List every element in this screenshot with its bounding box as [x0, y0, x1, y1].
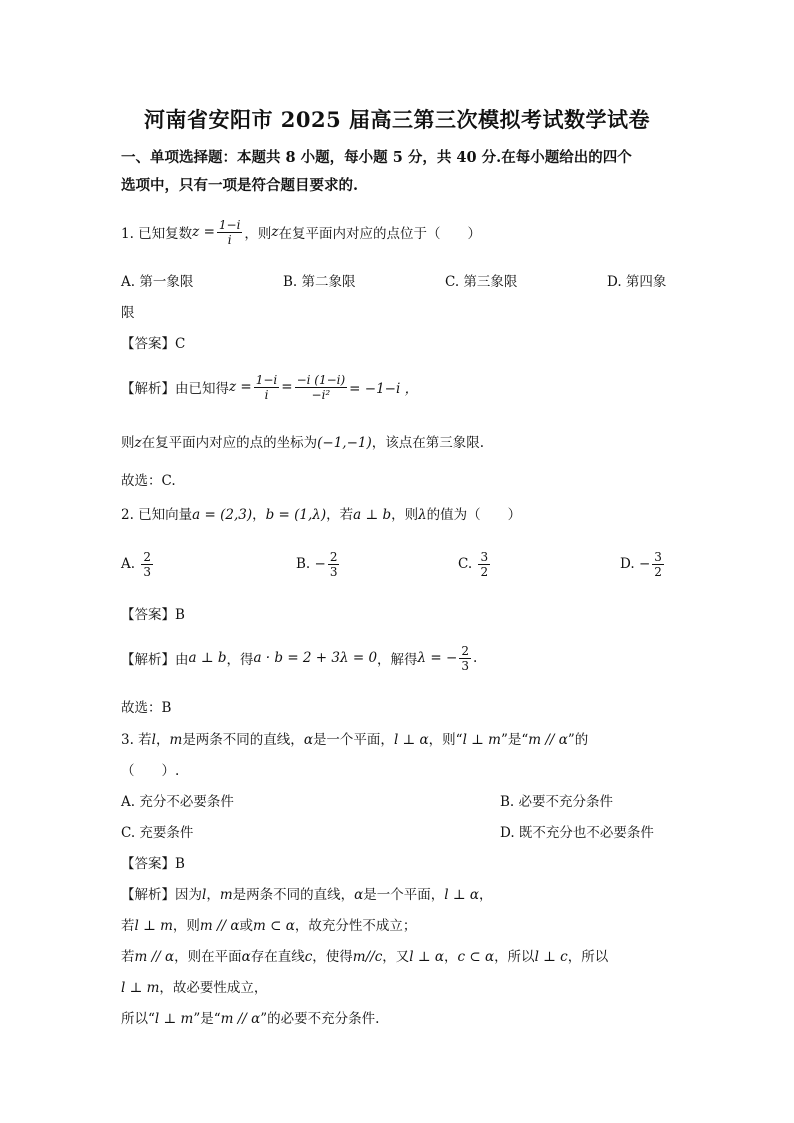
- q3-stem-c: 是一个平面，: [312, 732, 394, 748]
- q1-option-d-wrap: 限: [121, 305, 135, 321]
- q1-option-a: A. 第一象限: [121, 274, 194, 290]
- q3-an5-m-par-alpha: m // α: [220, 1011, 261, 1027]
- q1-analysis-frac2-den: −i²: [311, 387, 331, 402]
- q2-analysis-dot: a · b = 2 + 3λ = 0: [253, 650, 378, 666]
- q1-option-d: D. 第四象: [607, 274, 667, 290]
- q2-analysis-end: .: [472, 650, 478, 666]
- q3-an5-b: ”是“: [193, 1011, 221, 1027]
- q3-alpha: α: [303, 732, 313, 748]
- q3-an1-b: 是两条不同的直线，: [232, 887, 355, 903]
- q3-option-c: C. 充要条件: [121, 825, 194, 841]
- q2-option-d-label: D.: [620, 556, 635, 572]
- q1-analysis-frac2-num: −i (1−i): [296, 372, 346, 387]
- q2-stem: [121, 503, 521, 523]
- q3-an2-m-par-alpha: m // α: [199, 918, 240, 934]
- q1-frac-num: 1−i: [218, 217, 241, 232]
- q3-analysis-line3: [121, 945, 608, 965]
- q3-an5-l-perp-m: l ⊥ m: [154, 1011, 194, 1027]
- q2-option-d-den: 2: [654, 564, 662, 579]
- q3-an3-c-var: c: [304, 949, 313, 965]
- q1-frac-den: i: [227, 232, 232, 247]
- q3-answer: 【答案】B: [121, 856, 185, 872]
- q3-an3-b: ，则在平面: [174, 949, 242, 965]
- q3-an2-c: 或: [239, 918, 254, 934]
- q3-an3-m-par-alpha: m // α: [134, 949, 175, 965]
- q3-an2-a: 若: [121, 918, 135, 934]
- q1-stem-b: ，则: [244, 226, 272, 242]
- q3-l-perp-m: l ⊥ m: [462, 732, 501, 748]
- q3-an3-l-perp-alpha: l ⊥ α: [409, 949, 444, 965]
- q1-line2-a: 则: [121, 435, 135, 451]
- q2-option-a-num: 2: [143, 549, 151, 564]
- q1-z: z: [271, 224, 279, 240]
- q3-an3-g: ，所以: [494, 949, 535, 965]
- q1-answer: 【答案】C: [121, 336, 186, 352]
- q3-analysis-line1: [121, 883, 492, 903]
- q2-option-b-num: 2: [329, 549, 338, 564]
- q2-option-a-den: 3: [143, 564, 151, 579]
- q2-option-c-num: 3: [480, 549, 489, 564]
- q2-analysis-num: 2: [461, 643, 469, 658]
- q3-an3-h: ，所以: [567, 949, 609, 965]
- q3-m: m: [169, 732, 183, 748]
- q1-option-c: C. 第三象限: [445, 274, 518, 290]
- q1-analysis-eq: =: [281, 379, 293, 395]
- q3-an5-a: 所以“: [121, 1011, 155, 1027]
- q3-an3-e: ，又: [382, 949, 410, 965]
- q3-an2-b: ，则: [172, 918, 200, 934]
- q3-an1-end: ，: [478, 887, 493, 903]
- q2-choose: 故选：B: [121, 700, 172, 716]
- q3-an2-l-perp-m: l ⊥ m: [134, 918, 173, 934]
- q3-an4-b: ，故必要性成立，: [159, 980, 268, 996]
- q2-analysis-a: 【解析】由: [121, 652, 189, 668]
- q1-line2-point: (−1,−1): [317, 435, 372, 451]
- q2-option-c: [458, 544, 492, 584]
- q3-analysis-line2: [121, 914, 416, 934]
- q3-an3-c-sub-alpha: c ⊂ α: [457, 949, 495, 965]
- q2-option-d: [620, 544, 666, 584]
- q2-analysis-c: ，解得: [377, 652, 418, 668]
- q1-analysis-label: 【解析】由已知得: [121, 381, 229, 397]
- q3-m-par-alpha: m // α: [528, 732, 568, 748]
- q3-option-d: D. 既不充分也不必要条件: [500, 825, 654, 841]
- page-title: 河南省安阳市 2025 届高三第三次模拟考试数学试卷: [143, 107, 651, 132]
- q3-an5-c: ”的必要不充分条件.: [260, 1011, 380, 1027]
- q2-sep: ，: [252, 507, 266, 523]
- q3-stem-a: 3. 若: [121, 732, 152, 748]
- q3-l-perp-alpha: l ⊥ α: [393, 732, 429, 748]
- q1-stem-c: 在复平面内对应的点位于（ ）: [278, 226, 482, 242]
- q3-an4-l-perp-m: l ⊥ m: [121, 980, 160, 996]
- q3-an1-m: m: [219, 887, 233, 903]
- q3-an1-a: 【解析】因为: [121, 887, 202, 903]
- q2-option-c-label: C.: [458, 556, 473, 572]
- q1-stem: [121, 214, 481, 250]
- q3-stem-b: 是两条不同的直线，: [182, 732, 304, 748]
- q3-an1-c: 是一个平面，: [363, 887, 445, 903]
- q3-an3-f: ，: [443, 949, 458, 965]
- q1-line2-c: ，该点在第三象限.: [371, 435, 485, 451]
- q1-analysis-frac2: [295, 373, 348, 402]
- q1-analysis-tail: = −1−i ，: [349, 381, 419, 397]
- q3-an2-d: ，故充分性不成立；: [294, 918, 417, 934]
- q3-an3-alpha: α: [241, 949, 251, 965]
- section-header-line1: 一、单项选择题：本题共 8 小题，每小题 5 分，共 40 分.在每小题给出的四个: [121, 149, 632, 166]
- q1-line2-b: 在复平面内对应的点的坐标为: [141, 435, 318, 451]
- q1-analysis-frac1: [254, 373, 280, 402]
- q1-fraction: [217, 218, 243, 247]
- q3-l: l: [151, 732, 156, 748]
- q1-analysis-z: z =: [229, 379, 252, 395]
- q3-an1-alpha: α: [354, 887, 364, 903]
- q3-analysis-line4: [121, 976, 267, 996]
- q3-sep: ，: [156, 732, 170, 748]
- q2-option-a: [121, 544, 155, 584]
- q2-option-d-sign: −: [638, 556, 651, 572]
- q1-analysis: [121, 365, 418, 409]
- q1-z-eq: z =: [192, 224, 215, 240]
- q2-vec-a: a = (2,3): [192, 507, 253, 523]
- q2-vec-b: b = (1,λ): [265, 507, 327, 523]
- q2-analysis-perp: a ⊥ b: [188, 650, 227, 666]
- q3-option-a: A. 充分不必要条件: [121, 794, 234, 810]
- q2-option-d-num: 3: [654, 549, 662, 564]
- q2-analysis: [121, 638, 477, 678]
- q1-line2-z: z: [134, 435, 142, 451]
- q2-option-c-den: 2: [480, 564, 489, 579]
- q1-stem-a: 1. 已知复数: [121, 226, 193, 242]
- q2-lambda: λ: [418, 507, 427, 523]
- q3-an3-l-perp-c: l ⊥ c: [534, 949, 568, 965]
- q3-an1-l: l: [202, 887, 207, 903]
- q3-analysis-line5: [121, 1007, 379, 1027]
- q1-analysis-line2: [121, 431, 484, 451]
- q3-an2-m-sub-alpha: m ⊂ α: [253, 918, 295, 934]
- q2-stem-a: 2. 已知向量: [121, 507, 193, 523]
- q3-an1-l-perp-alpha: l ⊥ α: [444, 887, 479, 903]
- q3-an3-a: 若: [121, 949, 135, 965]
- q3-paren: （ ）.: [121, 763, 180, 779]
- q3-stem: [121, 728, 588, 748]
- q2-option-b-den: 3: [329, 564, 338, 579]
- section-header-line2: 选项中，只有一项是符合题目要求的.: [121, 177, 359, 194]
- q2-analysis-lambda: λ = −: [417, 650, 458, 666]
- q2-option-b: [296, 544, 341, 584]
- q3-an3-c: 存在直线: [250, 949, 305, 965]
- q2-analysis-b: ，得: [226, 652, 254, 668]
- q1-option-b: B. 第二象限: [283, 274, 356, 290]
- q2-option-a-label: A.: [121, 556, 136, 572]
- q3-stem-d: ，则“: [428, 732, 463, 748]
- q2-answer: 【答案】B: [121, 607, 185, 623]
- q2-stem-d: 的值为（ ）: [426, 507, 522, 523]
- q3-option-b: B. 必要不充分条件: [500, 794, 614, 810]
- q2-analysis-den: 3: [461, 658, 469, 673]
- q2-option-b-sign: −: [314, 556, 326, 572]
- q3-an1-sep: ，: [206, 887, 220, 903]
- q3-stem-f: ”的: [567, 732, 589, 748]
- q3-an3-m-par-c: m//c: [352, 949, 383, 965]
- q2-perp: a ⊥ b: [353, 507, 392, 523]
- q1-choose: 故选：C.: [121, 473, 176, 489]
- q2-stem-b: ，若: [326, 507, 354, 523]
- q3-an3-d: ，使得: [312, 949, 353, 965]
- q1-analysis-frac1-num: 1−i: [255, 372, 278, 387]
- q3-stem-e: ”是“: [500, 732, 529, 748]
- q2-stem-c: ，则: [391, 507, 419, 523]
- q1-analysis-frac1-den: i: [264, 387, 269, 402]
- q2-option-b-label: B.: [296, 556, 311, 572]
